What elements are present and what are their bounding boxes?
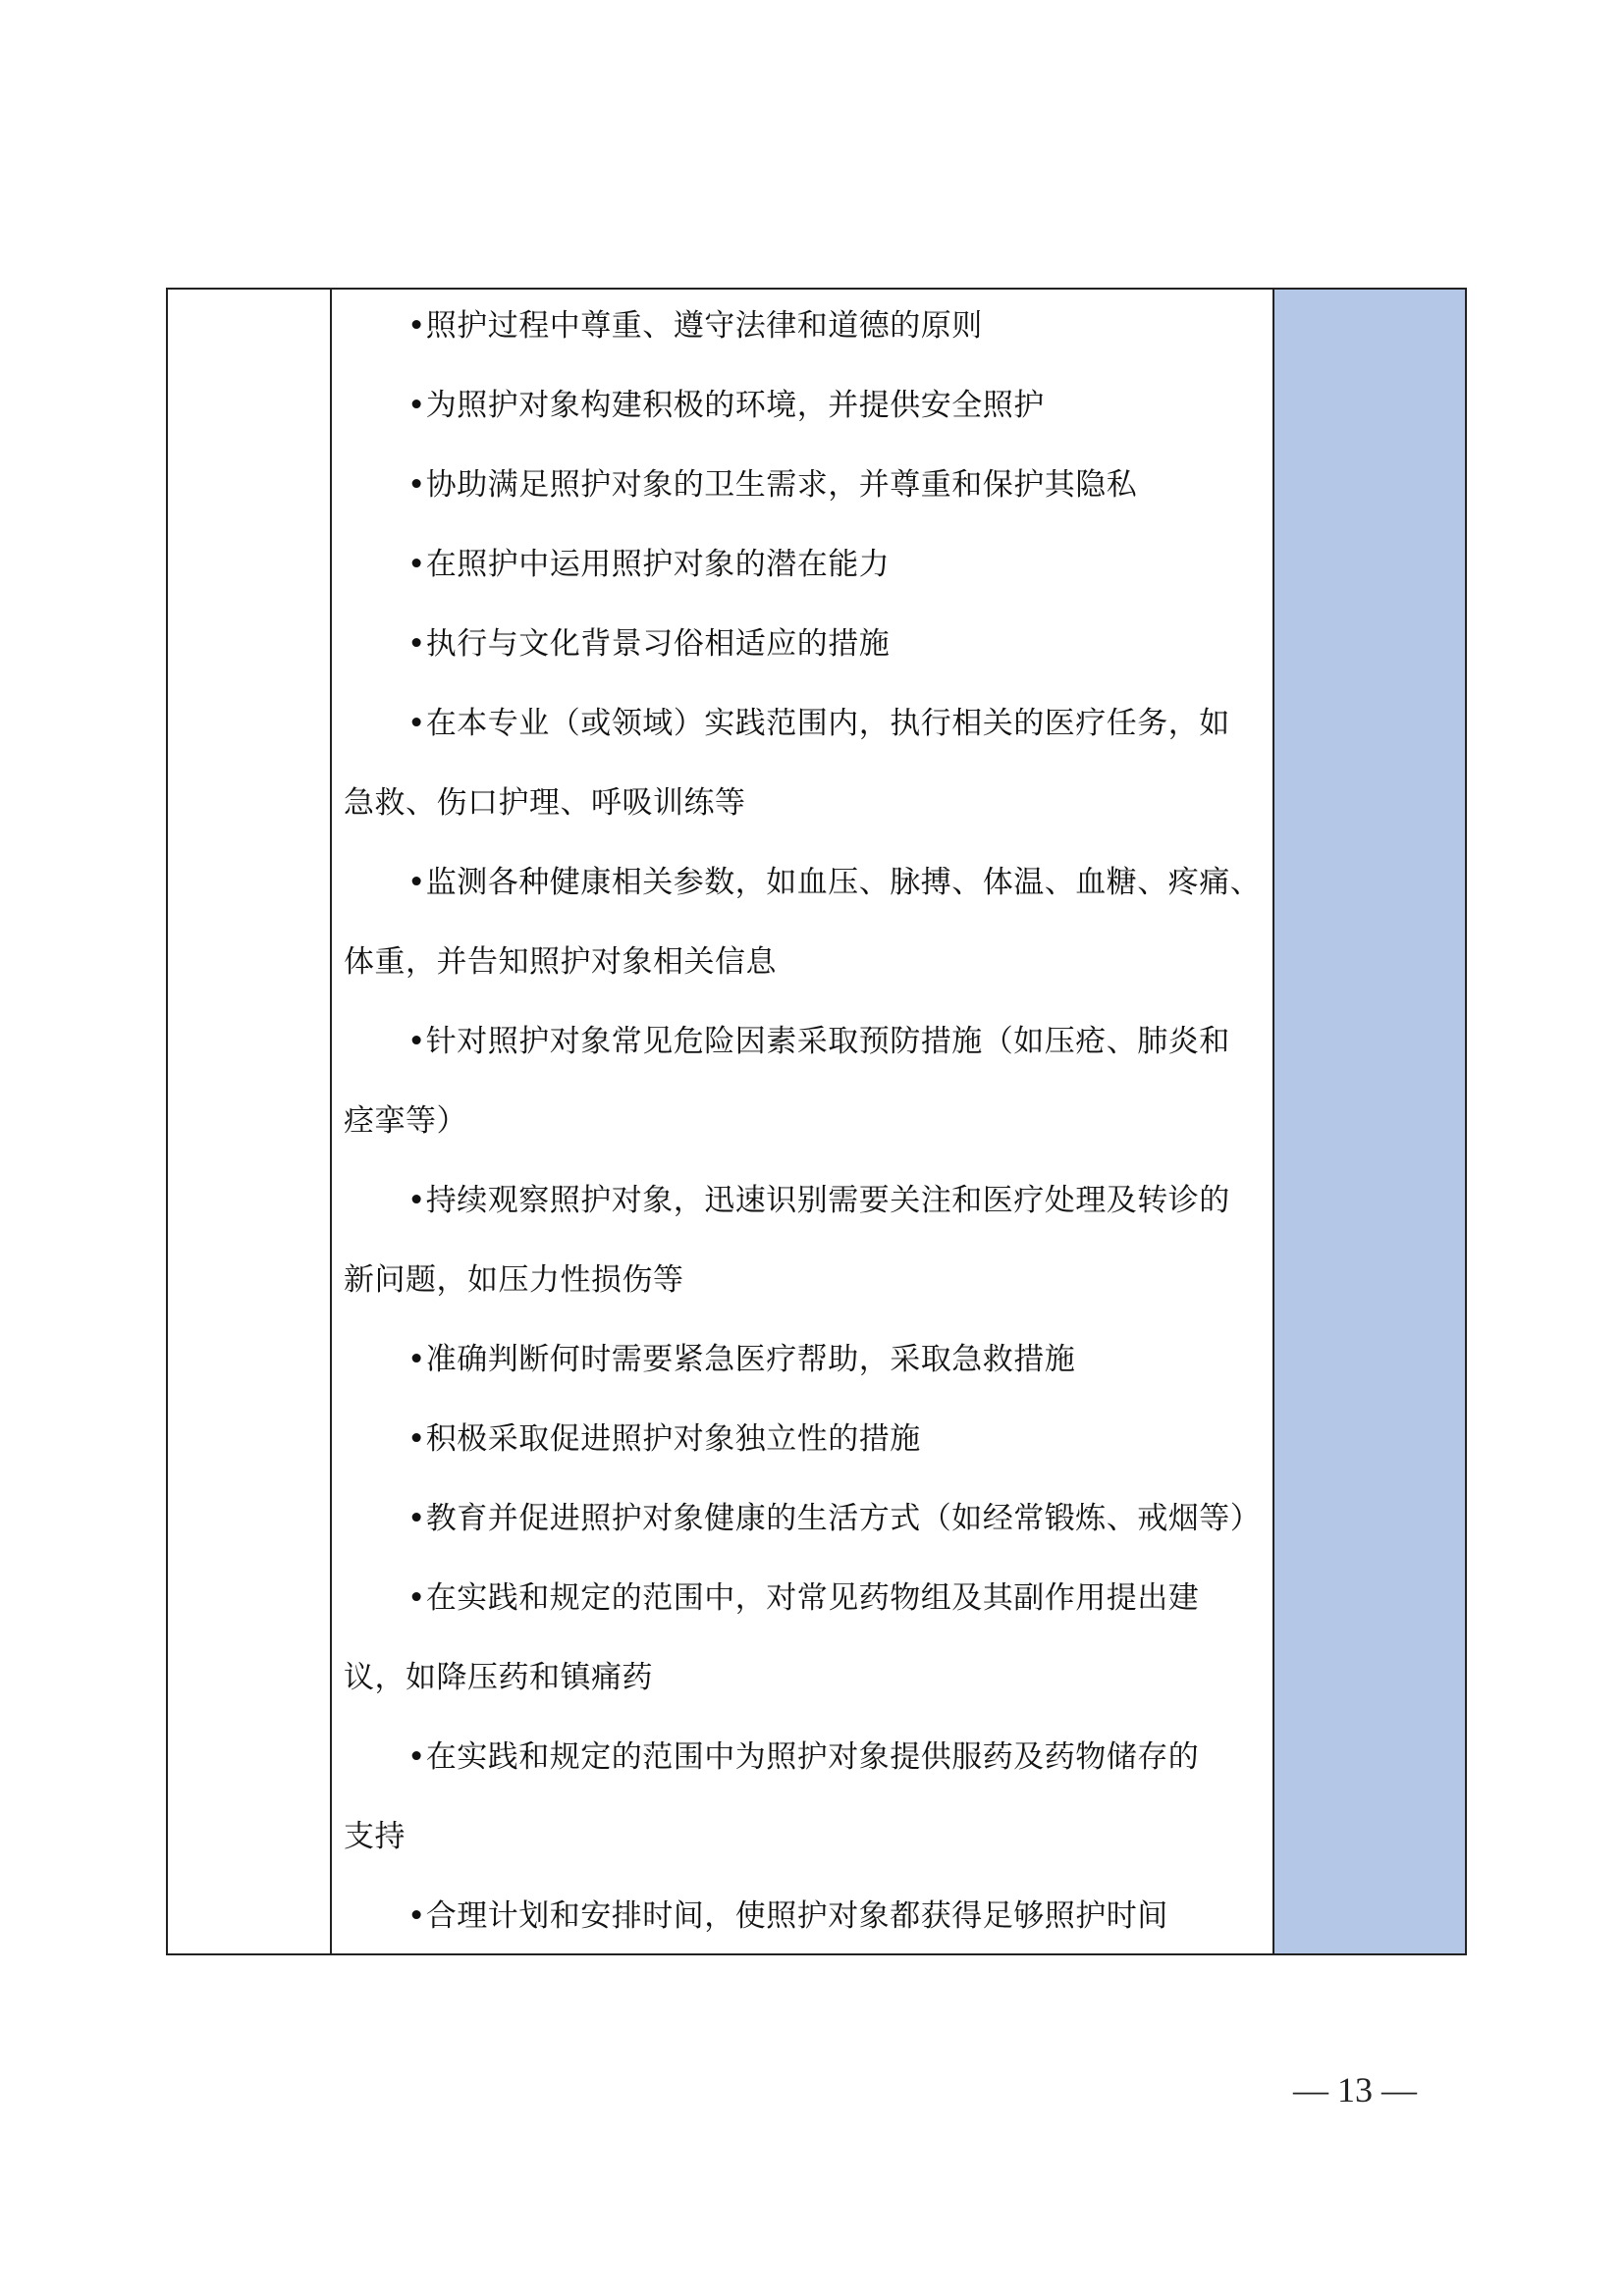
table-content-column [332, 290, 1274, 1953]
table-left-column [168, 290, 332, 1953]
bullet-item: •准确判断何时需要紧急医疗帮助，采取急救措施 [407, 1342, 1076, 1377]
bullet-item: •教育并促进照护对象健康的生活方式（如经常锻炼、戒烟等） [407, 1501, 1262, 1536]
bullet-item-continuation: 急救、伤口护理、呼吸训练等 [344, 785, 746, 821]
bullet-item: •针对照护对象常见危险因素采取预防措施（如压疮、肺炎和 [407, 1024, 1230, 1059]
bullet-item: •在照护中运用照护对象的潜在能力 [407, 547, 891, 582]
bullet-item: •积极采取促进照护对象独立性的措施 [407, 1421, 921, 1457]
table-highlight-column [1274, 290, 1465, 1953]
bullet-item: •监测各种健康相关参数，如血压、脉搏、体温、血糖、疼痛、 [407, 865, 1262, 900]
bullet-item-continuation: 新问题，如压力性损伤等 [344, 1262, 684, 1298]
bullet-item-continuation: 支持 [344, 1819, 406, 1854]
bullet-item-continuation: 议，如降压药和镇痛药 [344, 1660, 653, 1695]
bullet-item-continuation: 体重，并告知照护对象相关信息 [344, 944, 777, 980]
bullet-item: •协助满足照护对象的卫生需求，并尊重和保护其隐私 [407, 467, 1138, 503]
bullet-item: •在本专业（或领域）实践范围内，执行相关的医疗任务，如 [407, 706, 1230, 741]
page-number: — 13 — [1293, 2070, 1417, 2109]
bullet-item: •合理计划和安排时间，使照护对象都获得足够照护时间 [407, 1898, 1168, 1934]
bullet-item: •在实践和规定的范围中为照护对象提供服药及药物储存的 [407, 1739, 1200, 1775]
content-table [166, 288, 1467, 1955]
bullet-item: •为照护对象构建积极的环境，并提供安全照护 [407, 388, 1045, 423]
bullet-item: •持续观察照护对象，迅速识别需要关注和医疗处理及转诊的 [407, 1183, 1230, 1218]
bullet-item: •照护过程中尊重、遵守法律和道德的原则 [407, 308, 983, 344]
bullet-item-continuation: 痉挛等） [344, 1103, 467, 1139]
bullet-item: •执行与文化背景习俗相适应的措施 [407, 626, 891, 662]
bullet-item: •在实践和规定的范围中，对常见药物组及其副作用提出建 [407, 1580, 1200, 1616]
